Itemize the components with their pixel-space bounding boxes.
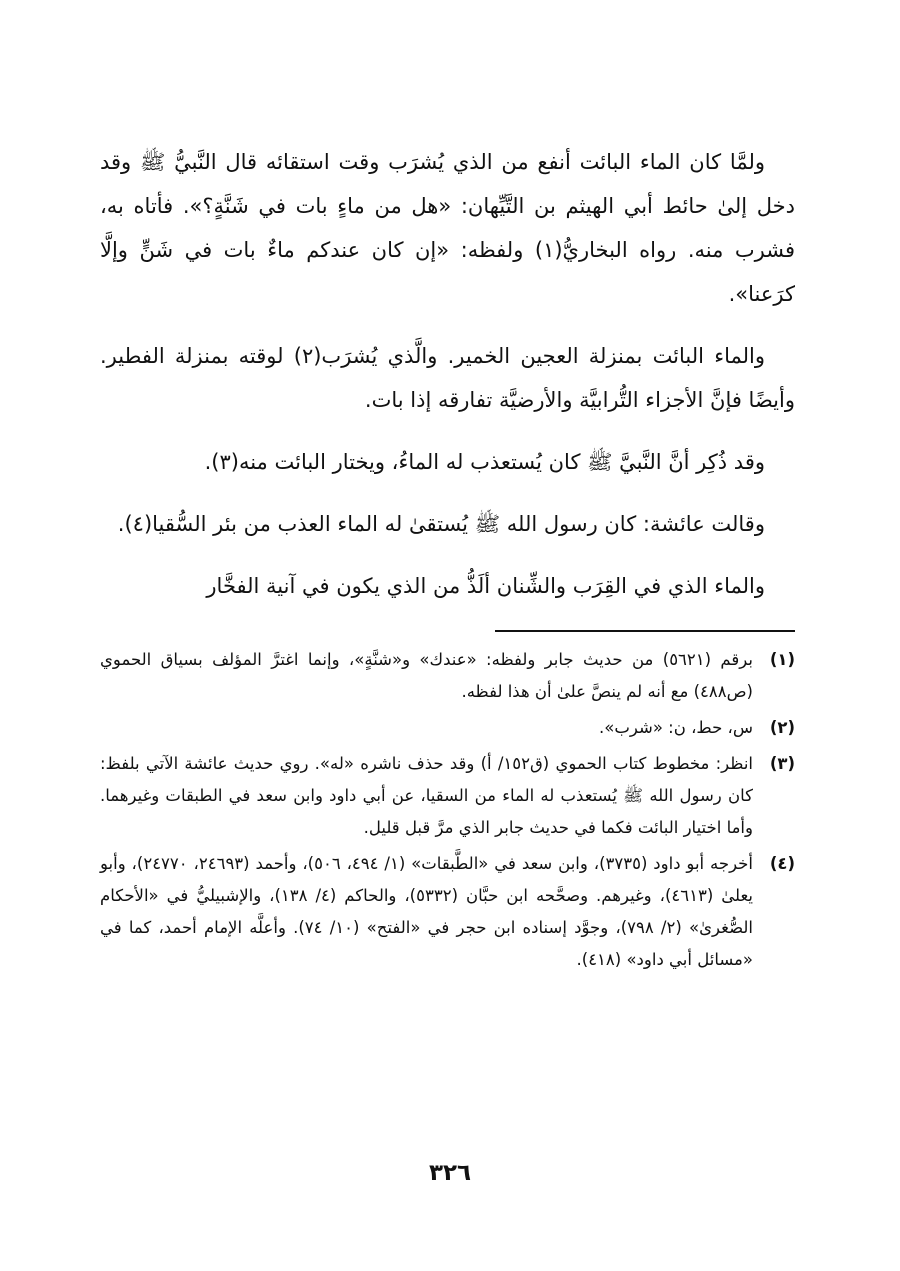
footnote-number: (٢) bbox=[769, 718, 795, 737]
footnote-item bbox=[100, 712, 795, 744]
footnote-text: انظر: مخطوط كتاب الحموي (ق١٥٢/ أ) وقد حذف ناشره «له». روي حديث عائشة الآتي بلفظ: كان رسول الله ﷺ يُستعذب له الماء من السقيا، عن أبي داود وابن سعد في الطبقات وغيرهما. وأما اختيار البائت فكما في حديث جابر الذي مرَّ قبل قليل. bbox=[100, 754, 753, 837]
footnotes-list bbox=[100, 644, 795, 976]
paragraph-4: وقالت عائشة: كان رسول الله ﷺ يُستقىٰ له الماء العذب من بئر السُّقيا(٤). bbox=[117, 512, 765, 536]
footnote-number: (٤) bbox=[769, 854, 795, 873]
footnote-item bbox=[100, 748, 795, 844]
page-content bbox=[100, 140, 795, 980]
footnote-divider bbox=[495, 630, 795, 632]
footnote-text: س، حط، ن: «شرب». bbox=[599, 718, 753, 737]
page-number: ٣٢٦ bbox=[428, 1160, 472, 1186]
footnote-text: برقم (٥٦٢١) من حديث جابر ولفظه: «عندك» و«شنَّةٍ»، وإنما اغترَّ المؤلف بسياق الحموي (ص٤٨٨) مع أنه لم ينصَّ علىٰ أن هذا لفظه. bbox=[100, 650, 753, 701]
paragraph-3: وقد ذُكِر أنَّ النَّبيَّ ﷺ كان يُستعذب له الماءُ، ويختار البائت منه(٣). bbox=[204, 450, 765, 474]
footnote-item bbox=[100, 848, 795, 976]
paragraph-2: والماء البائت بمنزلة العجين الخمير. والَّذي يُشرَب(٢) لوقته بمنزلة الفطير. وأيضًا فإنَّ الأجزاء التُّرابيَّة والأرضيَّة تفارقه إذا بات. bbox=[100, 344, 795, 412]
paragraph-5: والماء الذي في القِرَب والشِّنان ألَذُّ من الذي يكون في آنية الفخَّار bbox=[206, 574, 765, 598]
footnote-text: أخرجه أبو داود (٣٧٣٥)، وابن سعد في «الطَّبقات» (١/ ٤٩٤، ٥٠٦)، وأحمد (٢٤٦٩٣، ٢٤٧٧٠)، وأبو يعلىٰ (٤٦١٣)، وغيرهم. وصحَّحه ابن حبَّان (٥٣٣٢)، والحاكم (٤/ ١٣٨)، والإشبيليُّ في «الأحكام الصُّغرىٰ» (٢/ ٧٩٨)، وجوَّد إسناده ابن حجر في «الفتح» (١٠/ ٧٤). وأعلَّه الإمام أحمد، كما في «مسائل أبي داود» (٤١٨). bbox=[100, 854, 754, 969]
footnote-number: (٣) bbox=[769, 754, 795, 773]
footnote-item bbox=[100, 644, 795, 708]
main-text bbox=[100, 140, 795, 608]
footnote-number: (١) bbox=[769, 650, 795, 669]
paragraph-1: ولمَّا كان الماء البائت أنفع من الذي يُشرَب وقت استقائه قال النَّبيُّ ﷺ وقد دخل إلىٰ حائط أبي الهيثم بن التَّيِّهان: «هل من ماءٍ بات في شَنَّةٍ؟». فأتاه به، فشرب منه. رواه البخاريُّ(١) ولفظه: «إن كان عندكم ماءٌ بات في شَنٍّ وإلَّا كرَعنا». bbox=[100, 150, 796, 306]
